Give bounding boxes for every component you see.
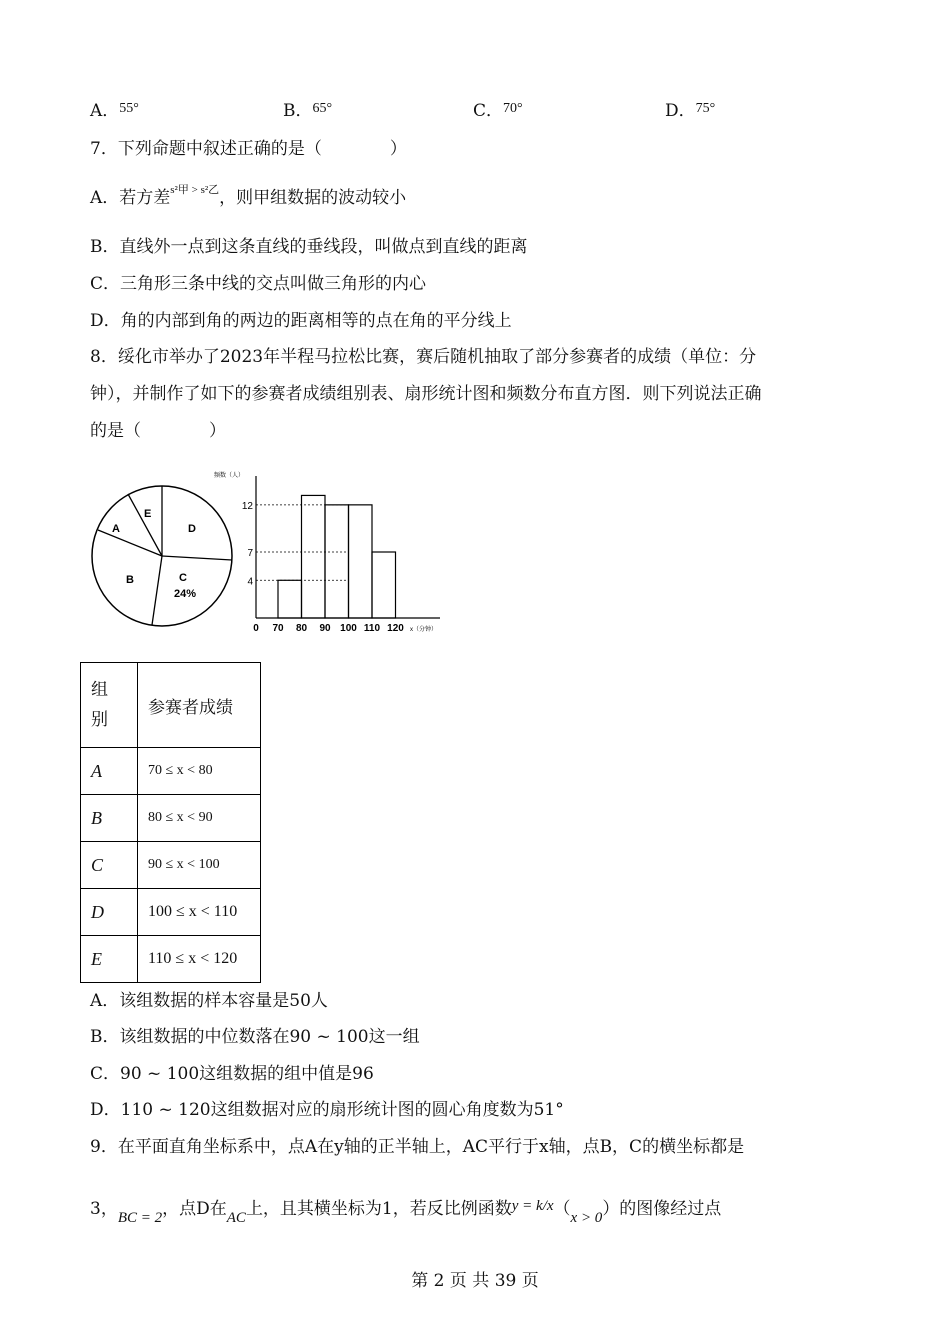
table-cell-range: 90 ≤ x < 100 — [138, 842, 261, 889]
group-table — [80, 662, 261, 983]
x-tick-label: 90 — [319, 623, 331, 634]
histogram — [214, 468, 450, 640]
q8-stem-line2: 钟），并制作了如下的参赛者成绩组别表、扇形统计图和频数分布直方图．则下列说法正确 — [90, 384, 762, 404]
pie-label-b: B — [126, 574, 134, 586]
table-cell-group: B — [81, 795, 138, 842]
table-row — [81, 795, 261, 842]
pie-label-d: D — [188, 523, 196, 535]
q8-option-b: B．该组数据的中位数落在90 ~ 100这一组 — [90, 1027, 420, 1047]
x-tick-label: 70 — [272, 623, 284, 634]
q8-option-d: D．110 ~ 120这组数据对应的扇形统计图的圆心角度数为51° — [90, 1100, 564, 1120]
table-row — [81, 889, 261, 936]
q7-option-b: B．直线外一点到这条直线的垂线段，叫做点到直线的距离 — [90, 237, 528, 257]
pie-label-c-percent: 24% — [174, 588, 197, 600]
q6-option-d: D．$^{75^\circ}$ — [665, 101, 716, 121]
q9-stem-line1: 9．在平面直角坐标系中，点A在y轴的正半轴上，AC平行于x轴，点B，C的横坐标都是 — [90, 1137, 745, 1157]
table-header-score: 参赛者成绩 — [138, 663, 261, 748]
q7-option-a: A．若方差$^{s^2甲 > s^2乙}$，则甲组数据的波动较小 — [90, 184, 407, 208]
histogram-bar-90-100 — [325, 505, 349, 618]
table-cell-group: D — [81, 889, 138, 936]
pie-divider-dc — [162, 556, 232, 560]
q7-option-c: C．三角形三条中线的交点叫做三角形的内心 — [90, 274, 427, 294]
q8-stem-line1: 8．绥化市举办了2023年半程马拉松比赛，赛后随机抽取了部分参赛者的成绩（单位：分 — [90, 347, 757, 367]
x-tick-label: 120 — [387, 623, 404, 634]
pie-divider-ea — [128, 494, 162, 556]
q8-option-c: C．90 ~ 100这组数据的组中值是96 — [90, 1064, 374, 1084]
histogram-bar-70-80 — [278, 580, 302, 618]
q8-stem-line3: 的是（ ） — [90, 421, 226, 441]
table-cell-group: C — [81, 842, 138, 889]
pie-label-a: A — [112, 523, 120, 535]
table-cell-range: 110 ≤ x < 120 — [138, 936, 261, 983]
q6-option-a: A．$^{55^\circ}$ — [90, 101, 139, 121]
pie-label-e: E — [144, 508, 152, 520]
table-cell-group: A — [81, 748, 138, 795]
table-cell-range: 80 ≤ x < 90 — [138, 795, 261, 842]
y-axis-label: 频数（人） — [214, 473, 245, 479]
histogram-bar-80-90 — [302, 495, 326, 618]
pie-label-c: C — [179, 572, 187, 584]
q7-option-d: D．角的内部到角的两边的距离相等的点在角的平分线上 — [90, 311, 512, 331]
pie-chart — [88, 480, 238, 640]
table-cell-range: 70 ≤ x < 80 — [138, 748, 261, 795]
q7-stem: 7．下列命题中叙述正确的是（ ） — [90, 139, 407, 159]
y-tick-label: 7 — [247, 548, 253, 559]
x-axis-label: x（分钟） — [410, 627, 438, 633]
table-row — [81, 842, 261, 889]
histogram-bar-110-120 — [372, 552, 396, 618]
x-tick-label: 110 — [363, 623, 381, 634]
table-header-row — [81, 663, 261, 748]
pie-divider-cb — [152, 556, 162, 625]
table-cell-group: E — [81, 936, 138, 983]
histogram-bar-100-110 — [349, 505, 373, 618]
q6-option-c: C．$^{70^\circ}$ — [473, 101, 523, 121]
table-row — [81, 936, 261, 983]
y-tick-label: 12 — [241, 500, 253, 512]
q8-option-a: A．该组数据的样本容量是50人 — [90, 991, 328, 1011]
q9-stem-line2: 3，BC = 2，点D在AC上，且其横坐标为1，若反比例函数y = k/x（x > 0）的图像经过点 — [90, 1198, 722, 1226]
pie-divider-ab — [98, 530, 162, 556]
table-row — [81, 748, 261, 795]
x-tick-label: 0 — [253, 623, 259, 634]
table-cell-range: 100 ≤ x < 110 — [138, 889, 261, 936]
x-tick-label: 80 — [295, 623, 308, 634]
table-header-group: 组 别 — [81, 663, 138, 748]
page-footer: 第 2 页 共 39 页 — [411, 1271, 539, 1291]
q6-option-b: B．$^{65^\circ}$ — [283, 101, 333, 121]
x-tick-label: 100 — [340, 623, 357, 634]
y-tick-label: 4 — [247, 576, 253, 588]
